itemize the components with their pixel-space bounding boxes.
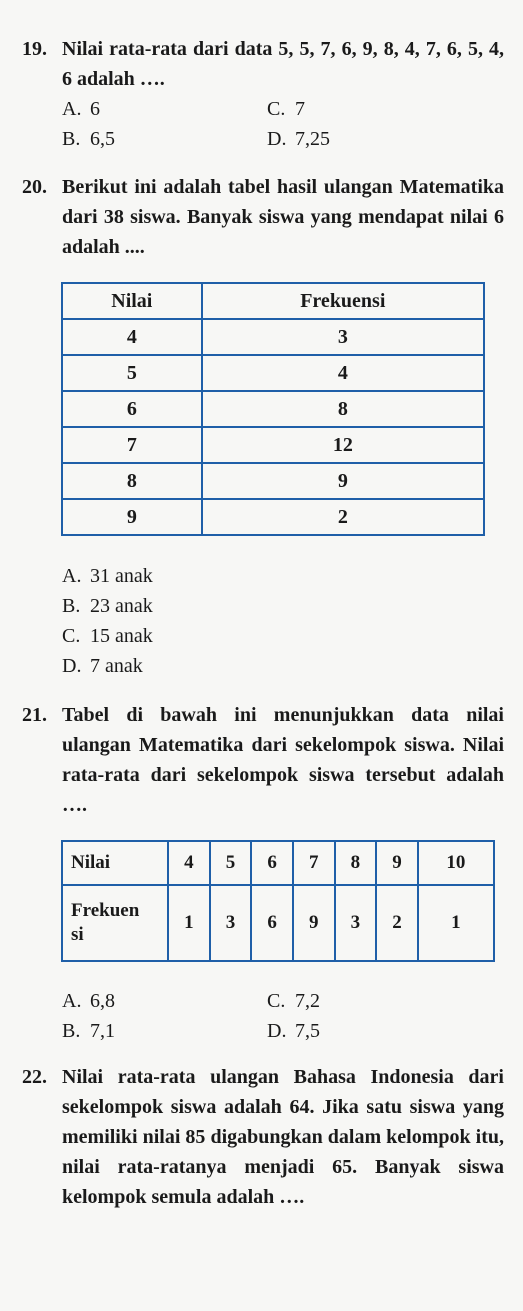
table-cell: 10 bbox=[418, 841, 494, 885]
option-b bbox=[62, 591, 267, 621]
table-cell: 3 bbox=[202, 319, 484, 355]
question-number: 20. bbox=[22, 176, 47, 198]
row-header-label: Frekuensi bbox=[71, 900, 140, 945]
answer-options bbox=[62, 986, 504, 1046]
option-d bbox=[62, 651, 267, 681]
table-cell: 8 bbox=[335, 841, 377, 885]
option-letter: A. bbox=[62, 990, 82, 1012]
question-20-options bbox=[22, 561, 504, 681]
question-text: Berikut ini adalah tabel hasil ulangan Matematika dari 38 siswa. Banyak siswa yang mendapat nilai 6 adalah .... bbox=[62, 176, 504, 258]
table-cell: 3 bbox=[335, 885, 377, 961]
option-b bbox=[62, 124, 267, 154]
table-row bbox=[62, 885, 494, 961]
table-header-cell: Frekuensi bbox=[202, 283, 484, 319]
option-b bbox=[62, 1016, 267, 1046]
option-letter: C. bbox=[62, 625, 81, 647]
option-a bbox=[62, 561, 267, 591]
table-row bbox=[62, 355, 484, 391]
frequency-table bbox=[61, 282, 485, 536]
option-value: 7,5 bbox=[295, 1020, 320, 1042]
option-letter: D. bbox=[62, 655, 82, 677]
table-row bbox=[62, 499, 484, 535]
table-cell: 1 bbox=[168, 885, 210, 961]
row-header-cell bbox=[62, 885, 168, 961]
question-21 bbox=[22, 700, 504, 820]
option-c bbox=[62, 621, 267, 651]
option-value: 7,1 bbox=[90, 1020, 115, 1042]
option-letter: C. bbox=[267, 990, 286, 1012]
option-c bbox=[267, 94, 472, 124]
question-number: 21. bbox=[22, 704, 47, 726]
table-cell: 1 bbox=[418, 885, 494, 961]
question-text: Nilai rata-rata ulangan Bahasa Indonesia dari sekelompok siswa adalah 64. Jika satu siswa yang memiliki nilai 85 digabungkan dalam kelompok itu, nilai rata-ratanya menjadi 65. Banyak siswa kelompok semula adalah …. bbox=[62, 1066, 504, 1208]
option-value: 6,8 bbox=[90, 990, 115, 1012]
table-cell: 4 bbox=[62, 319, 202, 355]
table-cell: 2 bbox=[376, 885, 418, 961]
question-20 bbox=[22, 172, 504, 262]
option-letter: D. bbox=[267, 128, 287, 150]
option-value: 7,25 bbox=[295, 128, 330, 150]
table-cell: 6 bbox=[62, 391, 202, 427]
option-a bbox=[62, 94, 267, 124]
question-number: 22. bbox=[22, 1066, 47, 1088]
option-d bbox=[267, 124, 472, 154]
table-cell: 4 bbox=[202, 355, 484, 391]
table-cell: 5 bbox=[62, 355, 202, 391]
row-header-cell: Nilai bbox=[62, 841, 168, 885]
table-row bbox=[62, 319, 484, 355]
table-row bbox=[62, 391, 484, 427]
answer-options bbox=[62, 94, 504, 154]
question-19 bbox=[22, 34, 504, 154]
option-value: 7 bbox=[295, 98, 305, 120]
option-value: 15 anak bbox=[90, 625, 153, 647]
option-letter: A. bbox=[62, 98, 82, 120]
table-cell: 2 bbox=[202, 499, 484, 535]
table-cell: 5 bbox=[210, 841, 252, 885]
table-header-cell: Nilai bbox=[62, 283, 202, 319]
table-cell: 9 bbox=[293, 885, 335, 961]
table-cell: 8 bbox=[62, 463, 202, 499]
option-letter: C. bbox=[267, 98, 286, 120]
question-21-options bbox=[22, 986, 504, 1046]
table-header-row bbox=[62, 283, 484, 319]
question-22 bbox=[22, 1062, 504, 1212]
table-cell: 7 bbox=[293, 841, 335, 885]
table-cell: 6 bbox=[251, 841, 293, 885]
table-cell: 9 bbox=[376, 841, 418, 885]
table-cell: 8 bbox=[202, 391, 484, 427]
option-value: 6,5 bbox=[90, 128, 115, 150]
option-letter: D. bbox=[267, 1020, 287, 1042]
table-cell: 3 bbox=[210, 885, 252, 961]
option-letter: B. bbox=[62, 1020, 81, 1042]
table-cell: 6 bbox=[251, 885, 293, 961]
table-row bbox=[62, 427, 484, 463]
option-letter: A. bbox=[62, 565, 82, 587]
option-c bbox=[267, 986, 472, 1016]
option-letter: B. bbox=[62, 595, 81, 617]
option-value: 23 anak bbox=[90, 595, 153, 617]
option-value: 31 anak bbox=[90, 565, 153, 587]
option-value: 7,2 bbox=[295, 990, 320, 1012]
table-row bbox=[62, 463, 484, 499]
table-row bbox=[62, 841, 494, 885]
question-text: Tabel di bawah ini menunjukkan data nilai ulangan Matematika dari sekelompok siswa. Nilai rata-rata dari sekelompok siswa tersebut adalah …. bbox=[62, 704, 504, 816]
answer-options bbox=[62, 561, 504, 681]
table-cell: 12 bbox=[202, 427, 484, 463]
option-a bbox=[62, 986, 267, 1016]
option-d bbox=[267, 1016, 472, 1046]
option-value: 7 anak bbox=[90, 655, 143, 677]
table-cell: 9 bbox=[202, 463, 484, 499]
question-text: Nilai rata-rata dari data 5, 5, 7, 6, 9, 8, 4, 7, 6, 5, 4, 6 adalah …. bbox=[62, 38, 504, 90]
question-number: 19. bbox=[22, 38, 47, 60]
table-cell: 9 bbox=[62, 499, 202, 535]
table-cell: 7 bbox=[62, 427, 202, 463]
table-cell: 4 bbox=[168, 841, 210, 885]
option-letter: B. bbox=[62, 128, 81, 150]
score-frequency-table bbox=[61, 840, 495, 962]
option-value: 6 bbox=[90, 98, 100, 120]
